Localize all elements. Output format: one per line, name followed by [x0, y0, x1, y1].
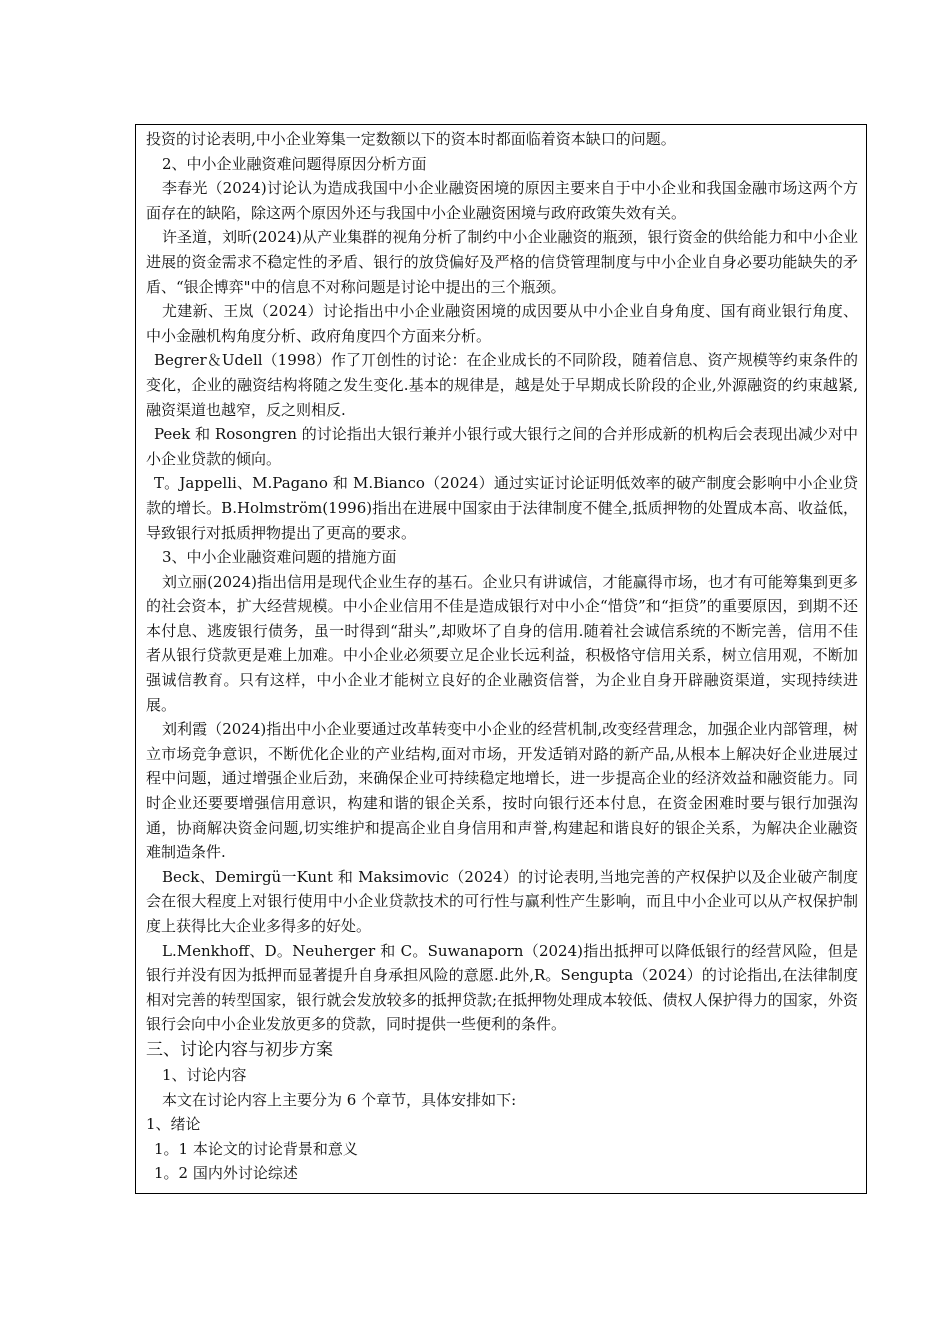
subsection-heading: 3、中小企业融资难问题的措施方面 — [162, 548, 397, 567]
paragraph: 李春光（2024)讨论认为造成我国中小企业融资困境的原因主要来自于中小企业和我国金融市场这两个方面存在的缺陷，除这两个原因外还与我国中小企业融资困境与政府政策失效有关。 — [146, 179, 858, 222]
subsection-heading: 2、中小企业融资难问题得原因分析方面 — [162, 154, 427, 173]
paragraph: 许圣道，刘昕(2024)从产业集群的视角分析了制约中小企业融资的瓶颈，银行资金的供给能力和中小企业进展的资金需求不稳定性的矛盾、银行的放贷偏好及严格的信贷管理制度与中小企业自身必要功能缺失的矛盾、“银企博弈"中的信息不对称问题是讨论中提出的三个瓶颈。 — [146, 228, 858, 296]
paragraph: Peek 和 Rosongren 的讨论指出大银行兼并小银行或大银行之间的合并形成新的机构后会表现出减少对中小企业贷款的倾向。 — [146, 425, 858, 468]
chapter-item: 1、绪论 — [146, 1115, 201, 1134]
paragraph: 刘利霞（2024)指出中小企业要通过改革转变中小企业的经营机制,改变经营理念，加强企业内部管理，树立市场竞争意识，不断优化企业的产业结构,面对市场，开发适销对路的新产品,从根本上解决好企业进展过程中问题，通过增强企业后劲，来确保企业可持续稳定地增长，进一步提高企业的经济效益和融资能力。同时企业还要要增强信用意识，构建和谐的银企关系，按时向银行还本付息，在资金困难时要与银行加强沟通，协商解决资金问题,切实维护和提高企业自身信用和声誉,构建起和谐良好的银企关系，为解决企业融资难制造条件. — [146, 720, 858, 862]
paragraph: Beck、Demirgü一Kunt 和 Maksimovic（2024）的讨论表明,当地完善的产权保护以及企业破产制度会在很大程度上对银行使用中小企业贷款技术的可行性与赢利性产生影响，而且中小企业可以从产权保护制度上获得比大企业多得多的好处。 — [146, 867, 858, 935]
paragraph: 刘立丽(2024)指出信用是现代企业生存的基石。企业只有讲诚信，才能赢得市场，也才有可能筹集到更多的社会资本，扩大经营规模。中小企业信用不佳是造成银行对中小企“惜贷”和“拒贷”的重要原因，到期不还本付息、逃废银行债务，虽一时得到“甜头”,却败坏了自身的信用.随着社会诚信系统的不断完善，信用不佳者从银行贷款更是难上加难。中小企业必须要立足企业长远利益，积极恪守信用关系，树立信用观，不断加强诚信教育。只有这样，中小企业才能树立良好的企业融资信誉，为企业自身开辟融资渠道，实现持续进展。 — [146, 572, 858, 714]
paragraph: L.Menkhoff、D。Neuherger 和 C。Suwanaporn（2024)指出抵押可以降低银行的经营风险，但是银行并没有因为抵押而显著提升自身承担风险的意愿.此外,R。Sengupta（2024）的讨论指出,在法律制度相对完善的转型国家，银行就会发放较多的抵押贷款;在抵押物处理成本较低、债权人保护得力的国家，外资银行会向中小企业发放更多的贷款，同时提供一些便利的条件。 — [146, 941, 858, 1034]
subsection-heading: 1、讨论内容 — [162, 1065, 247, 1084]
section-heading: 三、讨论内容与初步方案 — [146, 1039, 333, 1060]
paragraph: 本文在讨论内容上主要分为 6 个章节，具体安排如下: — [162, 1090, 517, 1109]
chapter-subitem: 1。1 本论文的讨论背景和意义 — [154, 1139, 358, 1158]
paragraph: 尤建新、王岚（2024）讨论指出中小企业融资困境的成因要从中小企业自身角度、国有商业银行角度、中小金融机构角度分析、政府角度四个方面来分析。 — [146, 302, 858, 345]
chapter-subitem: 1。2 国内外讨论综述 — [154, 1164, 298, 1183]
document-table-frame — [135, 124, 867, 1194]
paragraph: Begrer＆Udell（1998）作了丌创性的讨论：在企业成长的不同阶段，随着信息、资产规模等约束条件的变化，企业的融资结构将随之发生变化.基本的规律是，越是处于早期成长阶段的企业,外源融资的约束越紧,融资渠道也越窄，反之则相反. — [146, 351, 858, 419]
paragraph: T。Jappelli、M.Pagano 和 M.Bianco（2024）通过实证讨论证明低效率的破产制度会影响中小企业贷款的增长。B.Holmström(1996)指出在进展中国家由于法律制度不健全,抵质押物的处置成本高、收益低，导致银行对抵质押物提出了更高的要求。 — [146, 474, 858, 542]
document-body — [146, 127, 858, 1186]
paragraph: 投资的讨论表明,中小企业筹集一定数额以下的资本时都面临着资本缺口的问题。 — [146, 130, 676, 148]
